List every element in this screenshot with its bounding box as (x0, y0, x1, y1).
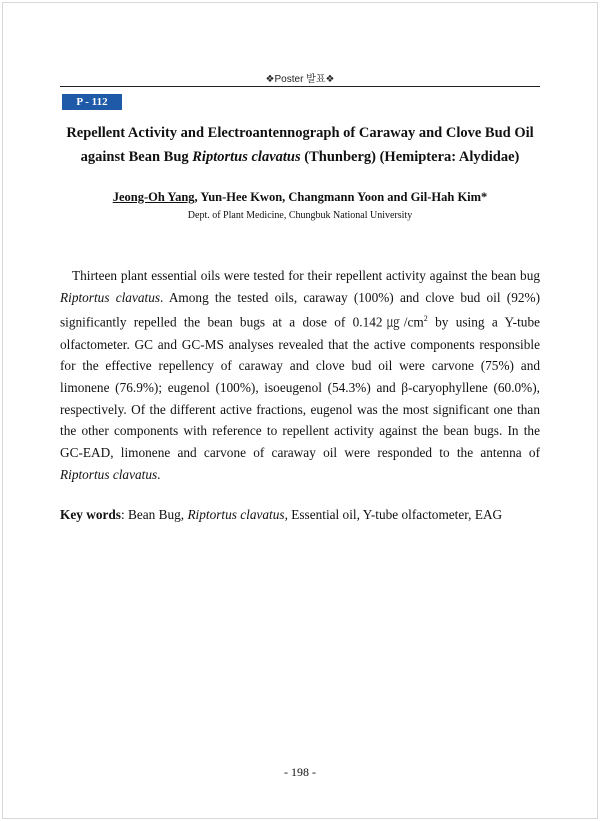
title-species: Riptortus clavatus (192, 149, 301, 165)
title-line-2b: (Thunberg) (Hemiptera: Alydidae) (300, 149, 520, 165)
abstract-superscript: 2 (423, 314, 428, 324)
keywords-label: Key words (60, 507, 121, 522)
keywords-species: Riptortus clavatus (187, 507, 285, 522)
paper-title (40, 121, 560, 169)
abstract-text-2: . Among the tested oils, caraway (100%) and clove bud oil (92%) significantly repelled the bean bugs at a dose of 0.142㎍/cm (60, 289, 540, 330)
abstract (60, 265, 540, 485)
abstract-paragraph (60, 265, 540, 485)
other-authors: , Yun-Hee Kwon, Changmann Yoon and Gil-Hah Kim* (194, 190, 488, 204)
abstract-text-3: by using a Y-tube olfactometer. GC and GC-MS analyses revealed that the active components responsible for the effective repellency of caraway and clove bud oil were carvone (75%) and limonene (76.9%); eugenol (100%), isoeugenol (54.3%) and β-caryophyllene (60.0%), respectively. Of the different active fractions, eugenol was the most significant one than the other components with reference to repellent activity against the bean bugs. In the GC-EAD, limonene and carvone of caraway oil were responded to the antenna of (60, 314, 541, 461)
title-line-1: Repellent Activity and Electroantennograph of Caraway and Clove Bud Oil (66, 125, 534, 141)
keywords (60, 504, 540, 525)
poster-header: ❖Poster 발표❖ (265, 74, 335, 85)
abstract-species: Riptortus clavatus (60, 289, 161, 305)
abstract-species-2: Riptortus clavatus (60, 466, 158, 482)
header-divider (60, 86, 540, 87)
page-number: - 198 - (284, 765, 316, 779)
title-line-2a: against Bean Bug (80, 149, 193, 165)
abstract-text-1: Thirteen plant essential oils were tested for their repellent activity against the bean bug (72, 268, 540, 283)
poster-number-badge: P - 112 (62, 94, 122, 110)
keywords-text-a: : Bean Bug, (120, 507, 188, 522)
author-list (40, 190, 560, 205)
keywords-text-b: , Essential oil, Y-tube olfactometer, EAG (284, 507, 503, 522)
first-author: Jeong-Oh Yang (112, 190, 195, 204)
affiliation: Dept. of Plant Medicine, Chungbuk National University (187, 210, 413, 221)
abstract-end: . (157, 466, 161, 482)
